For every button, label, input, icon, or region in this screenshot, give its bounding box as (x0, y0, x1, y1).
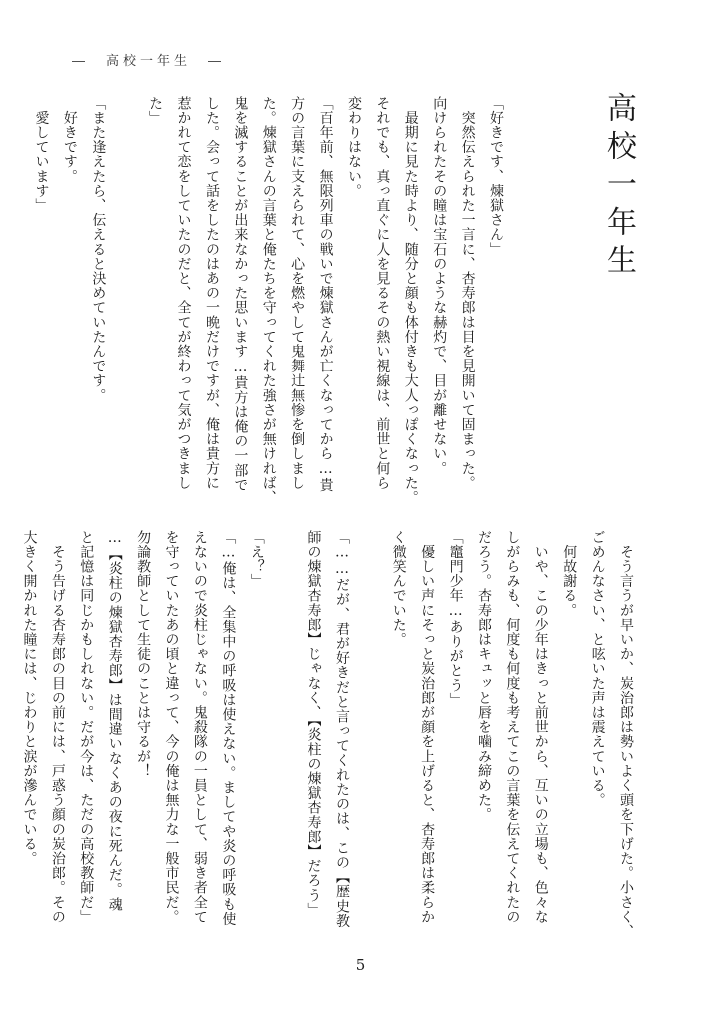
text-line: 変わりはない。 (345, 96, 362, 199)
text-line: 向けられたその瞳は宝石のような赫灼で、目が離せない。 (431, 96, 448, 476)
text-line: 優しい声にそっと炭治郎が顔を上げると、杏寿郎は柔らか (419, 530, 436, 925)
text-line: 「また逢えたら、伝えると決めていたんです。 (90, 96, 107, 403)
text-line: いや、この少年はきっと前世から、互いの立場も、色々な (532, 530, 549, 925)
text-line: ごめんなさい、と呟いた声は震えている。 (589, 530, 606, 808)
text-line: …【炎柱の煉獄杏寿郎】は間違いなくあの夜に死んだ。魂 (106, 530, 123, 912)
text-line: く微笑んでいた。 (390, 530, 407, 647)
text-line: 「竈門少年…ありがとう」 (447, 530, 464, 708)
text-line: た。煉獄さんの言葉と俺たちを守ってくれた強さが無ければ、 (260, 96, 277, 505)
text-line (271, 530, 299, 930)
text-line (112, 96, 140, 496)
text-line: 勿論教師として生徒のことは守るが！ (135, 530, 152, 779)
text-line: 何故謝る。 (561, 530, 578, 618)
text-line (356, 530, 384, 930)
text-line: しがらみも、何度も何度も考えてこの言葉を伝えてくれたの (504, 530, 521, 925)
text-line: だろう。杏寿郎はキュッと唇を噛み締めた。 (475, 530, 492, 822)
page-number: 5 (355, 956, 366, 974)
text-line: 師の煉獄杏寿郎】じゃなく、【炎柱の煉獄杏寿郎】だろう」 (305, 530, 322, 918)
text-line: 「……だが、君が好きだと言ってくれたのは、この【歴史教 (333, 530, 350, 929)
text-line: えないので炎柱じゃない。鬼殺隊の一員として、弱き者全て (191, 530, 208, 925)
text-line: 最期に見た時より、随分と顔も体付きも大人っぽくなった。 (402, 96, 419, 505)
text-line: した。会って話をしたのはあの一晩だけですが、俺は貴方に (203, 96, 220, 491)
text-line: 突然伝えられた一言に、杏寿郎は目を見開いて固まった。 (459, 96, 476, 491)
text-line: 「好きです、煉獄さん」 (488, 96, 504, 257)
text-line: た」 (147, 96, 164, 126)
text-line: 愛しています」 (33, 96, 50, 213)
bottom-text-block (21, 530, 640, 939)
text-line: そう告げる杏寿郎の目の前には、戸惑う顔の炭治郎。その (49, 530, 66, 925)
text-line: 「百年前、無限列車の戦いで煉獄さんが亡くなってから…貴 (317, 96, 334, 493)
text-line: と記憶は同じかもしれない。だが今は、ただの高校教師だ」 (78, 530, 95, 925)
text-line: 「…俺は、全集中の呼吸は使えない。ましてや炎の呼吸も使 (220, 530, 237, 927)
text-line: 惹かれて恋をしていたのだと、全てが終わって気がつきまし (175, 96, 192, 491)
chapter-title: 高校一年生 (601, 92, 636, 282)
text-line: 方の言葉に支えられて、心を燃やして鬼舞辻無惨を倒しまし (289, 96, 306, 491)
text-line: 鬼を滅することが出来なかった思います…貴方は俺の一部で (232, 96, 249, 493)
running-header: ― 高校一年生 ― (72, 54, 226, 69)
text-line: そう言うが早いか、炭治郎は勢いよく頭を下げた。小さく、 (618, 530, 634, 939)
text-line: 大きく開かれた瞳には、じわりと涙が滲んでいる。 (21, 530, 38, 866)
text-line: 好きです。 (61, 96, 78, 184)
text-line: 「え？」 (248, 530, 265, 589)
text-line: それでも、真っ直ぐに人を見るその熱い視線は、前世と何ら (374, 96, 391, 491)
text-line: を守っていたあの頃と違って、今の俺は無力な一般市民だ。 (163, 530, 180, 925)
top-text-block (33, 96, 510, 505)
